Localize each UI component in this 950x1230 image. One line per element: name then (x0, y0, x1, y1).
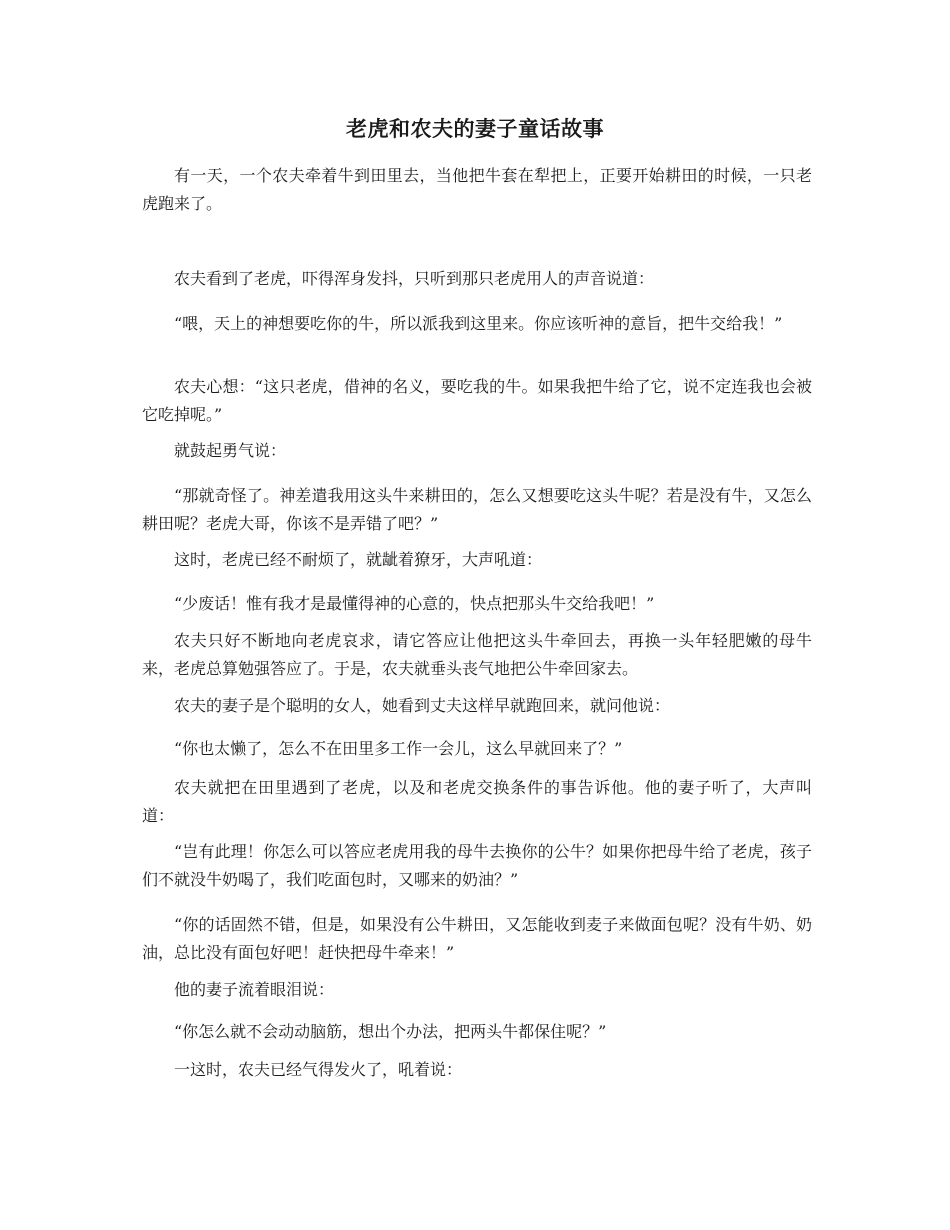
paragraph: “岂有此理！你怎么可以答应老虎用我的母牛去换你的公牛？如果你把母牛给了老虎，孩子们不就没牛奶喝了，我们吃面包时，又哪来的奶油？” (142, 842, 812, 889)
paragraph: “喂，天上的神想要吃你的牛，所以派我到这里来。你应该听神的意旨，把牛交给我！” (174, 314, 783, 333)
paragraph: 就鼓起勇气说： (174, 441, 287, 460)
paragraph: “你怎么就不会动动脑筋，想出个办法，把两头牛都保住呢？” (174, 1022, 607, 1041)
paragraph: 这时，老虎已经不耐烦了，就龇着獠牙，大声吼道： (174, 550, 543, 569)
paragraph: “你也太懒了，怎么不在田里多工作一会儿，这么早就回来了？” (174, 739, 623, 758)
paragraph: 他的妻子流着眼泪说： (174, 980, 335, 999)
document-title: 老虎和农夫的妻子童话故事 (346, 116, 604, 141)
paragraph: 有一天，一个农夫牵着牛到田里去，当他把牛套在犁把上，正要开始耕田的时候，一只老虎跑来了。 (142, 166, 812, 213)
paragraph: 农夫的妻子是个聪明的女人，她看到丈夫这样早就跑回来，就问他说： (174, 696, 671, 715)
paragraph: 农夫只好不断地向老虎哀求，请它答应让他把这头牛牵回去，再换一头年轻肥嫩的母牛来，老虎总算勉强答应了。于是，农夫就垂头丧气地把公牛牵回家去。 (142, 631, 812, 678)
paragraph: 农夫就把在田里遇到了老虎，以及和老虎交换条件的事告诉他。他的妻子听了，大声叫道： (142, 778, 812, 825)
paragraph: “你的话固然不错，但是，如果没有公牛耕田，又怎能收到麦子来做面包呢？没有牛奶、奶油，总比没有面包好吧！赶快把母牛牵来！” (142, 915, 812, 962)
paragraph: “那就奇怪了。神差遣我用这头牛来耕田的，怎么又想要吃这头牛呢？若是没有牛，又怎么耕田呢？老虎大哥，你该不是弄错了吧？” (142, 486, 812, 533)
paragraph: 农夫心想：“这只老虎，借神的名义，要吃我的牛。如果我把牛给了它，说不定连我也会被它吃掉呢。” (142, 377, 812, 424)
paragraph: “少废话！惟有我才是最懂得神的心意的，快点把那头牛交给我吧！” (174, 594, 655, 613)
paragraph: 一这时，农夫已经气得发火了，吼着说： (174, 1060, 463, 1079)
paragraph: 农夫看到了老虎，吓得浑身发抖，只听到那只老虎用人的声音说道： (174, 269, 655, 288)
